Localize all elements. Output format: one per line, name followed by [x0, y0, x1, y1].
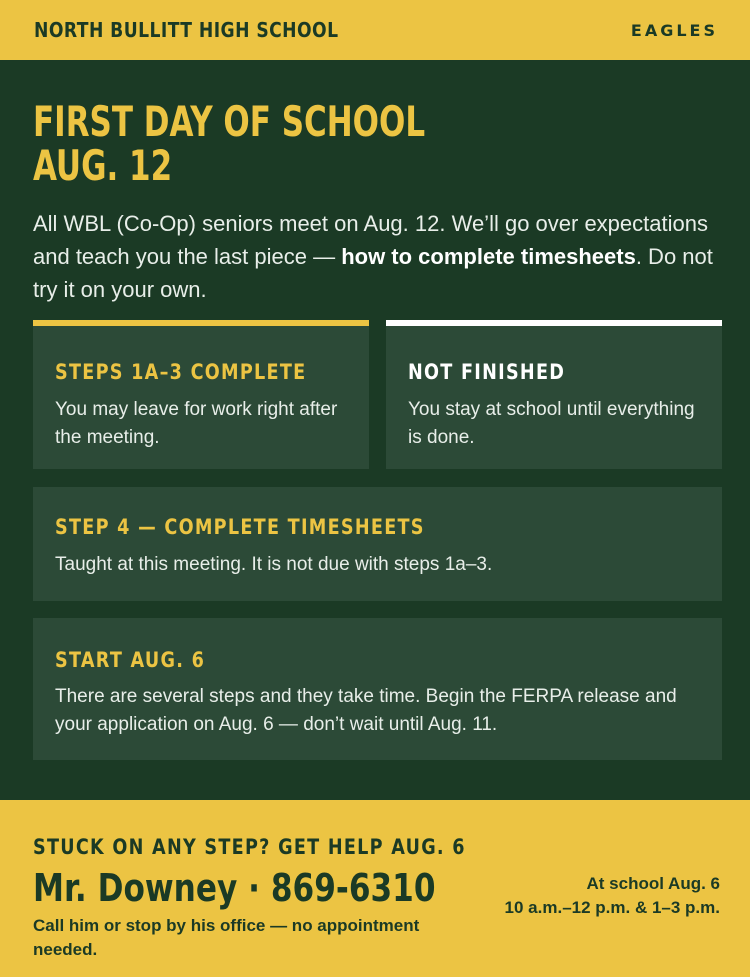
card-not-finished: [386, 320, 722, 469]
hours-times: 10 a.m.–12 p.m. & 1–3 p.m.: [504, 898, 720, 917]
headline-line-2: AUG. 12: [33, 141, 173, 190]
help-footer: [0, 800, 750, 977]
card-steps-complete: [33, 320, 369, 469]
help-hours: [505, 872, 720, 920]
card-body: Taught at this meeting. It is not due with steps 1a–3.: [55, 554, 493, 575]
help-title: STUCK ON ANY STEP? GET HELP AUG. 6: [33, 835, 466, 859]
hours-date: At school Aug. 6: [586, 874, 720, 893]
card-title: START AUG. 6: [55, 648, 206, 672]
headline-line-1: FIRST DAY OF SCHOOL: [33, 97, 426, 146]
intro-text-before: All WBL (Co-Op) seniors meet on Aug. 12. We’ll go over expectations and teach you the last piece —: [33, 211, 708, 269]
card-body: You may leave for work right after the meeting.: [55, 399, 338, 448]
intro-text-after: . Do not try it on your own.: [33, 244, 713, 302]
contact-note: Call him or stop by his office — no appointment needed.: [33, 916, 420, 959]
school-name: NORTH BULLITT HIGH SCHOOL: [34, 18, 339, 42]
card-title: NOT FINISHED: [408, 360, 566, 384]
top-banner: [0, 0, 750, 60]
card-title: STEP 4 — COMPLETE TIMESHEETS: [55, 515, 425, 539]
card-body: You stay at school until everything is done.: [408, 399, 695, 448]
card-body: There are several steps and they take time. Begin the FERPA release and your application on Aug. 6 — don’t wait until Aug. 11.: [55, 686, 677, 735]
card-start-date: [33, 618, 722, 760]
card-step-4: [33, 487, 722, 601]
intro-paragraph: [33, 207, 723, 306]
contact-name-phone: Mr. Downey · 869-6310: [33, 866, 436, 910]
mascot-name: EAGLES: [630, 20, 718, 40]
intro-bold-text: how to complete timesheets: [341, 244, 636, 269]
card-title: STEPS 1A–3 COMPLETE: [55, 360, 307, 384]
headline: [33, 97, 525, 190]
